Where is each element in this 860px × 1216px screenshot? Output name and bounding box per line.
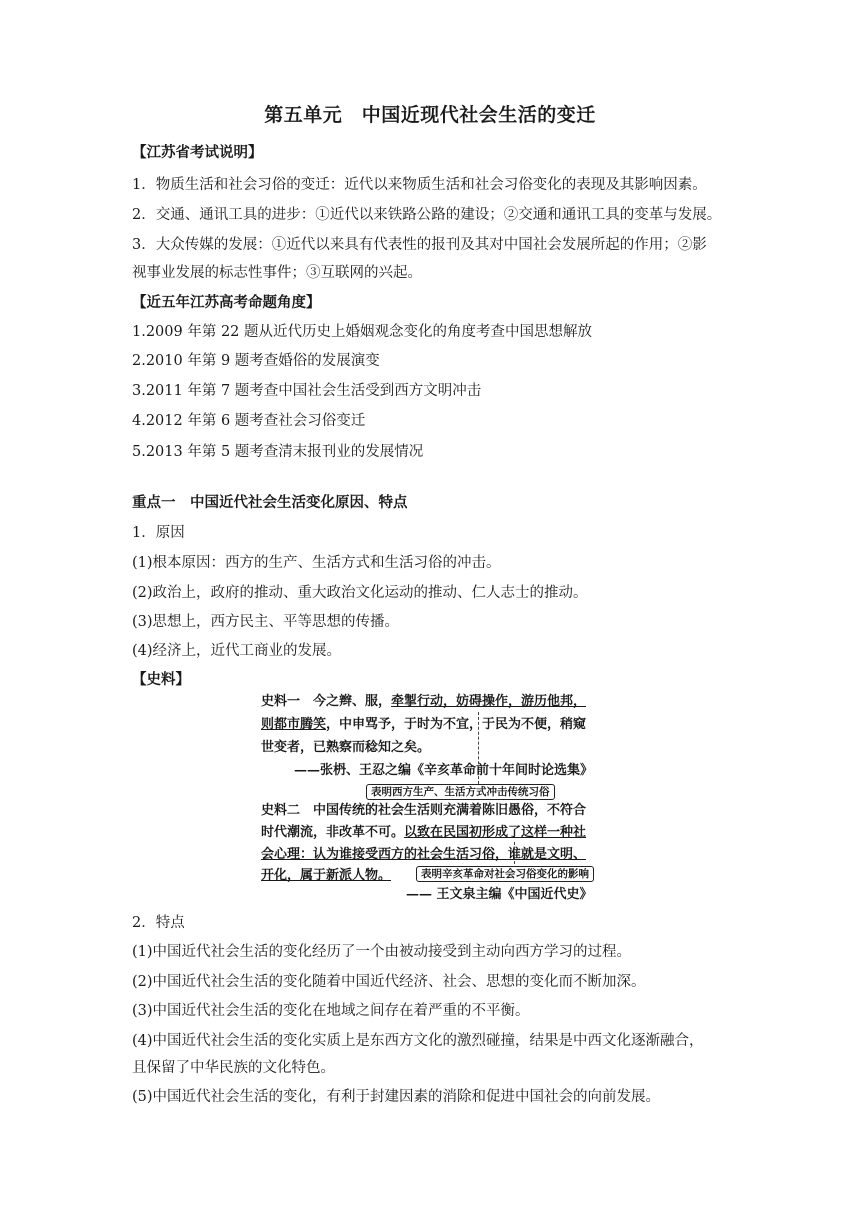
source-underlined-text: 以致在民国初形成了这样一种社 <box>404 825 587 840</box>
source-one-line-3: 世变者，已熟察而稔知之矣。 <box>261 740 431 755</box>
source-two-line-1 <box>261 802 586 820</box>
source-one-line-1 <box>261 693 586 711</box>
source-two-label: 史料二 <box>261 803 301 818</box>
feature-item: (5)中国近代社会生活的变化，有利于封建因素的消除和促进中国社会的向前发展。 <box>132 1089 661 1105</box>
source-text: 今之辫、服， <box>300 694 392 709</box>
page-title: 第五单元 中国近现代社会生活的变迁 <box>264 104 596 126</box>
exam-explain-item: 3．大众传媒的发展：①近代以来具有代表性的报刊及其对中国社会发展所起的作用；②影 <box>132 237 707 253</box>
source-text: 中国传统的社会生活则充满着陈旧愚俗，不符合 <box>300 803 587 818</box>
source-text: 时代潮流，非改革不可。 <box>261 825 405 840</box>
source-underlined-text: 则都市腾笑 <box>261 717 327 732</box>
cause-item: (3)思想上，西方民主、平等思想的传播。 <box>132 614 400 630</box>
source-one-citation: ——张枬、王忍之编《辛亥革命前十年间时论选集》 <box>294 763 594 778</box>
source-two-line-3 <box>261 846 586 864</box>
feature-item: (4)中国近代社会生活的变化实质上是东西方文化的激烈碰撞，结果是中西文化逐渐融合， <box>132 1033 704 1049</box>
exam-explain-item: 1．物质生活和社会习俗的变迁：近代以来物质生活和社会习俗变化的表现及其影响因素。 <box>132 177 707 193</box>
source-one-label: 史料一 <box>261 694 301 709</box>
exam-angle-item: 5.2013 年第 5 题考查清末报刊业的发展情况 <box>132 444 424 460</box>
source-underlined-text: 谁就是文明、 <box>508 847 587 862</box>
exam-explain-heading: 【江苏省考试说明】 <box>132 145 263 161</box>
source-underlined-text: 会心理：认为谁接受西方的社会生活习俗， <box>261 847 509 862</box>
source-two-annotation: 表明辛亥革命对社会习俗变化的影响 <box>416 866 594 882</box>
exam-angles-heading: 【近五年江苏高考命题角度】 <box>132 295 321 311</box>
feature-item: (1)中国近代社会生活的变化经历了一个由被动接受到主动向西方学习的过程。 <box>132 944 632 960</box>
feature-item: 且保留了中华民族的文化特色。 <box>132 1060 335 1076</box>
exam-angle-item: 1.2009 年第 22 题从近代历史上婚姻观念变化的角度考查中国思想解放 <box>132 324 593 340</box>
source-underlined-text: 牵掣行动，妨碍操作，游历他邦， <box>391 694 587 709</box>
exam-angle-item: 4.2012 年第 6 题考查社会习俗变迁 <box>132 413 366 429</box>
feature-item: (3)中国近代社会生活的变化在地域之间存在着严重的不平衡。 <box>132 1003 530 1019</box>
exam-explain-item: 视事业发展的标志性事件；③互联网的兴起。 <box>132 265 422 281</box>
exam-angle-item: 2.2010 年第 9 题考查婚俗的发展演变 <box>132 353 380 369</box>
source-two-citation: —— 王文泉主编《中国近代史》 <box>406 887 593 902</box>
exam-angle-item: 3.2011 年第 7 题考查中国社会生活受到西方文明冲击 <box>132 383 482 399</box>
cause-heading: 1．原因 <box>132 525 185 541</box>
cause-item: (4)经济上，近代工商业的发展。 <box>132 643 342 659</box>
historical-sources-figure <box>258 690 608 900</box>
feature-heading: 2．特点 <box>132 915 185 931</box>
feature-item: (2)中国近代社会生活的变化随着中国近代经济、社会、思想的变化而不断加深。 <box>132 974 646 990</box>
key-point-heading: 重点一 中国近代社会生活变化原因、特点 <box>132 495 408 511</box>
source-label: 【史料】 <box>132 672 190 688</box>
exam-explain-item: 2．交通、通讯工具的进步：①近代以来铁路公路的建设；②交通和通讯工具的变革与发展。 <box>132 207 722 223</box>
cause-item: (1)根本原因：西方的生产、生活方式和生活习俗的冲击。 <box>132 555 501 571</box>
source-text: ，中申骂予，于时为不宜，于民为不便，稍窥 <box>326 717 587 732</box>
source-two-line-2 <box>261 824 586 842</box>
source-one-annotation: 表明西方生产、生活方式冲击传统习俗 <box>366 784 555 800</box>
source-underlined-text: 开化，属于新派人物。 <box>261 868 392 883</box>
source-two-line-4 <box>261 867 391 885</box>
cause-item: (2)政治上，政府的推动、重大政治文化运动的推动、仁人志士的推动。 <box>132 585 588 601</box>
annotation-connector <box>514 842 515 864</box>
source-one-line-2 <box>261 716 586 734</box>
